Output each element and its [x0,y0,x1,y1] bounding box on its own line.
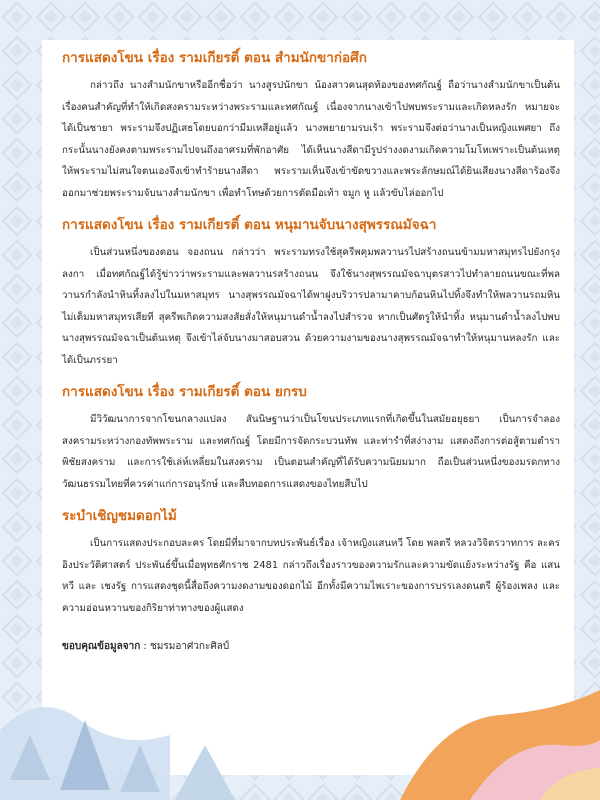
credit-source: ชมรมอาศ่วกะศิลป์ [149,641,230,652]
section-title: ระบำเชิญชมดอกไม้ [62,508,177,524]
section-body: มีวิวัฒนาการจากโขนกลางแปลง สันนิษฐานว่าเป็นโขนประเภทแรกที่เกิดขึ้นในสมัยอยุธยา เป็นการจำลองสงครามระหว่างกองทัพพระราม และทศกัณฐ์ โดยมีการจัดกระบวนทัพ และท่ารำที่สง่างาม แสดงถึงการต่อสู้ตามตำราพิชัยสงคราม และการใช้เล่ห์เหลี่ยมในสงคราม เป็นตอนสำคัญที่ได้รับความนิยมมาก ถือเป็นส่วนหนึ่งของมรดกทางวัฒนธรรมไทยที่ควรค่าแก่การอนุรักษ์ และสืบทอดการแสดงของไทยสืบไป [62,414,560,490]
section-body: กล่าวถึง นางสำมนักขาหรืออีกชื่อว่า นางสูรปนักขา น้องสาวคนสุดท้องของทศกัณฐ์ ถือว่านางสำมนักขาเป็นต้นเรื่องคนสำคัญที่ทำให้เกิดสงครามระหว่างพระรามและทศกัณฐ์ เนื่องจากนางเข้าไปพบพระรามและเกิดหลงรัก หมายจะได้เป็นชายา พระรามจึงปฏิเสธโดยบอกว่ามีมเหสีอยู่แล้ว นางพยายามรบเร้า พระรามจึงต่อว่านางเป็นหญิงแพศยา ถึงกระนั้นนางยังคงตามพระรามไปจนถึงอาศรมที่พักอาศัย ได้เห็นนางสีดามีรูปร่างงดงามเกิดความโมโหเพราะเป็นต้นเหตุให้พระรามไม่สนใจตนเองจึงเข้าทำร้ายนางสีดา พระรามเห็นจึงเข้าขัดขวางและพระลักษมณ์ได้ยินเสียงนางสีดาร้องจึงออกมาช่วยพระรามจับนางสำมนักขา เพื่อทำโทษด้วยการตัดมือเท้า จมูก หู แล้วขับไล่ออกไป [62,80,560,199]
section-body: เป็นส่วนหนึ่งของตอน จองถนน กล่าวว่า พระรามทรงใช้สุครีพคุมพลวานรไปสร้างถนนข้ามมหาสมุทรไปยังกรุงลงกา เมื่อทศกัณฐ์ได้รู้ข่าวว่าพระรามและพลวานรสร้างถนน จึงใช้นางสุพรรณมัจฉาบุตรสาวไปทำลายถนนขณะที่พลวานรกำลังนำหินทิ้งลงไปในมหาสมุทร นางสุพรรณมัจฉาได้พาฝูงบริวารปลามาคาบก้อนหินไปทิ้งจึงทำให้พลวานรถมหินไม่เต็มมหาสมุทรเสียที สุครีพเกิดความสงสัยสั่งให้หนุมานดำน้ำลงไปสำรวจ หากเป็นศัตรูให้นำทิ้ง หนุมานดำน้ำลงไปพบนางสุพรรณมัจฉาเป็นต้นเหตุ จึงเข้าไล่จับนางมาสอบสวน ด้วยความงามของนางสุพรรณมัจฉาทำให้หนุมานหลงรัก และได้เป็นภรรยา [62,247,560,366]
credit-line [62,639,560,654]
credit-label: ขอบคุณข้อมูลจาก [62,641,141,652]
section-title: การแสดงโขน เรื่อง รามเกียรติ์ ตอน ยกรบ [62,384,307,400]
section-samanakha [62,47,560,204]
section-body: เป็นการแสดงประกอบละคร โดยมีที่มาจากบทประพันธ์เรื่อง เจ้าหญิงแสนหวี โดย พลตรี หลวงวิจิตรวาทการ ละครอิงประวัติศาสตร์ ประพันธ์ขึ้นเมื่อพุทธศักราช 2481 กล่าวถึงเรื่องราวของความรักและความขัดแย้งระหว่างรัฐ คือ แสนหวี และ เชงรัฐ การแสดงชุดนี้สื่อถึงความงดงามของดอกไม้ อีกทั้งมีความไพเราะของการบรรเลงดนตรี ผู้ร้องเพลง และความอ่อนหวานของกิริยาท่าทางของผู้แสดง [62,538,560,614]
section-flower-dance [62,505,560,619]
section-title: การแสดงโขน เรื่อง รามเกียรติ์ ตอน สำมนักขาก่อศึก [62,50,367,66]
section-hanuman-suphannamatcha [62,214,560,371]
section-yok-rop [62,381,560,495]
section-title: การแสดงโขน เรื่อง รามเกียรติ์ ตอน หนุมานจับนางสุพรรณมัจฉา [62,217,437,233]
credit-separator: : [140,641,150,652]
article-content [62,47,560,654]
